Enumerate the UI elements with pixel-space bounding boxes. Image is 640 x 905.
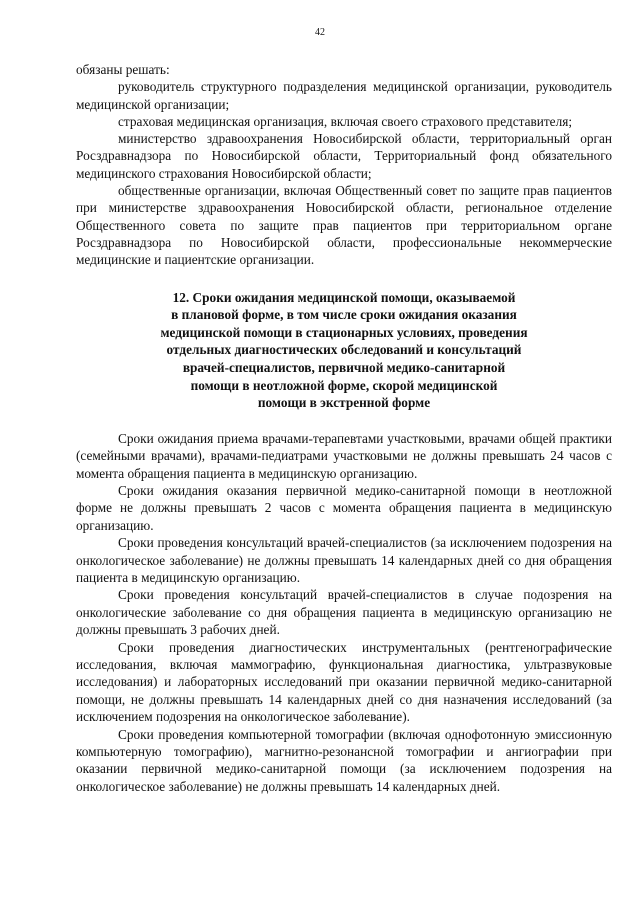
list-item: министерство здравоохранения Новосибирской области, территориальный орган Росздравнадзора по Новосибирской области, Территориальный фонд обязательного медицинского страхования Новосибирской области; xyxy=(76,131,612,181)
document-body xyxy=(76,61,612,795)
page-number: 42 xyxy=(315,27,325,38)
heading-line: отдельных диагностических обследований и консультаций xyxy=(166,342,522,358)
paragraph: Сроки проведения компьютерной томографии (включая однофотонную эмиссионную компьютерную томографию), магнитно-резонансной томографии и ангиографии при оказании первичной медико-санитарной помощи (за исключением подозрения на онкологическое заболевание) не должны превышать 14 календарных дней. xyxy=(76,726,612,794)
list-item: руководитель структурного подразделения медицинской организации, руководитель медицинской организации; xyxy=(76,79,612,112)
heading-line: в плановой форме, в том числе сроки ожидания оказания xyxy=(171,307,517,323)
list-item: страховая медицинская организация, включая своего страхового представителя; xyxy=(118,113,573,129)
heading-line: помощи в неотложной форме, скорой медицинской xyxy=(190,377,498,393)
paragraph: Сроки ожидания оказания первичной медико-санитарной помощи в неотложной форме не должны превышать 2 часов с момента обращения пациента в медицинскую организацию. xyxy=(76,482,612,533)
heading-line: медицинской помощи в стационарных условиях, проведения xyxy=(160,324,528,340)
paragraph: Сроки проведения консультаций врачей-специалистов в случае подозрения на онкологические заболевание со дня обращения пациента в медицинскую организацию не должны превышать 3 рабочих дней. xyxy=(76,587,612,638)
section-body xyxy=(76,430,612,796)
lead-line: обязаны решать: xyxy=(76,62,170,77)
responsibility-list xyxy=(76,61,612,269)
list-item: общественные организации, включая Общественный совет по защите прав пациентов при министерстве здравоохранения Новосибирской области, региональное отделение Общественного совета по защите прав пациентов при территориальном органе Росздравнадзора по Новосибирской области, профессиональные некоммерческие медицинские и пациентские организации. xyxy=(76,183,612,268)
paragraph: Сроки проведения диагностических инструментальных (рентгенографические исследования, включая маммографию, функциональная диагностика, ультразвуковые исследования) и лабораторных исследований при оказании первичной медико-санитарной помощи, не должны превышать 14 календарных дней со дня назначения исследований (за исключением подозрения на онкологическое заболевание). xyxy=(76,639,612,725)
heading-line: врачей-специалистов, первичной медико-санитарной xyxy=(182,359,506,375)
heading-line: 12. Сроки ожидания медицинской помощи, оказываемой xyxy=(172,289,516,305)
paragraph: Сроки ожидания приема врачами-терапевтами участковыми, врачами общей практики (семейными врачами), врачами-педиатрами участковыми не должны превышать 24 часов с момента обращения пациента в медицинскую организацию. xyxy=(76,430,612,481)
heading-line: помощи в экстренной форме xyxy=(257,395,431,411)
paragraph: Сроки проведения консультаций врачей-специалистов (за исключением подозрения на онкологическое заболевание) не должны превышать 14 календарных дней со дня обращения пациента в медицинскую организацию. xyxy=(76,535,612,585)
section-heading xyxy=(76,289,612,412)
